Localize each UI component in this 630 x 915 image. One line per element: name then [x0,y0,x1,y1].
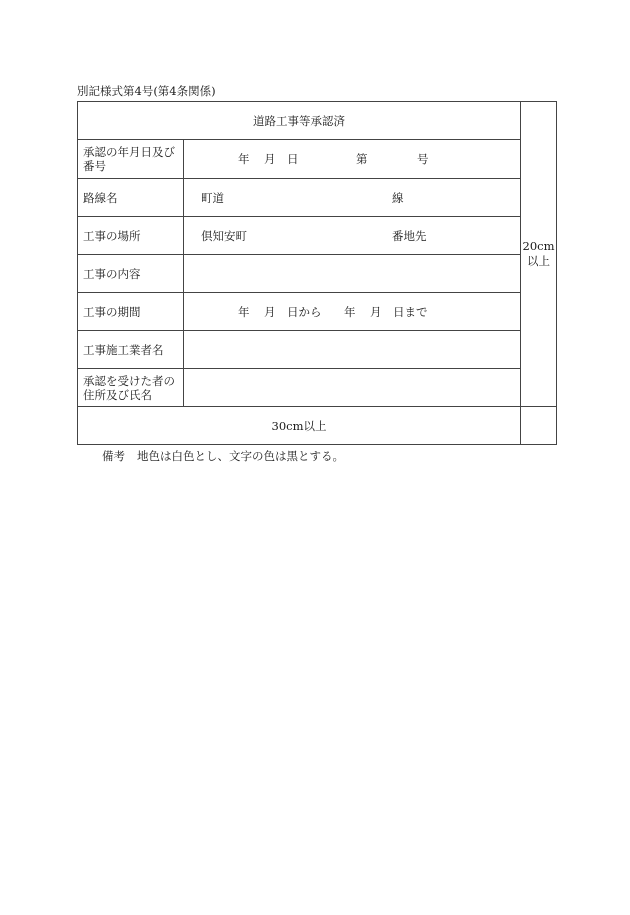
approval-date-number-value [184,140,521,179]
height-note [521,102,557,407]
work-content-label: 工事の内容 [78,255,184,293]
number-suffix: 号 [417,152,429,166]
route-name-label: 路線名 [78,179,184,217]
remark-prefix: 備考 [102,449,125,463]
height-note-suffix: 以上 [527,254,550,268]
width-note: 30cm以上 [78,407,521,445]
end-day-unit: 日まで [393,304,428,319]
work-period-label: 工事の期間 [78,293,184,331]
route-name-value [184,179,521,217]
year-unit: 年 [238,152,250,166]
table-row [78,331,557,369]
month-unit: 月 [264,152,276,166]
sign-title: 道路工事等承認済 [78,102,521,140]
table-row [78,293,557,331]
number-prefix: 第 [356,152,368,166]
corner-cell [521,407,557,445]
table-row [78,217,557,255]
line-suffix: 線 [392,190,404,205]
title-row [78,102,557,140]
approved-person-label: 承認を受けた者の 住所及び氏名 [78,369,184,407]
town-road-text: 町道 [201,190,224,205]
height-note-value: 20cm [522,239,555,253]
table-row [78,255,557,293]
day-unit: 日 [287,152,299,166]
end-month-unit: 月 [370,304,382,319]
table-row [78,140,557,179]
approved-person-value [184,369,521,407]
contractor-value [184,331,521,369]
start-month-unit: 月 [264,304,276,319]
lot-number-suffix: 番地先 [392,228,427,243]
form-number-heading: 別記様式第4号(第4条関係) [77,84,216,98]
start-year-unit: 年 [238,304,250,319]
remark [102,449,344,463]
approval-date-number-label: 承認の年月日及び 番号 [78,140,184,179]
town-name-text: 倶知安町 [201,228,247,243]
start-day-unit: 日から [287,304,322,319]
table-row [78,369,557,407]
width-note-row [78,407,557,445]
work-period-value [184,293,521,331]
work-content-value [184,255,521,293]
approval-sign-table [77,101,557,445]
table-row [78,179,557,217]
remark-text: 地色は白色とし、文字の色は黒とする。 [137,449,344,463]
work-location-label: 工事の場所 [78,217,184,255]
contractor-label: 工事施工業者名 [78,331,184,369]
end-year-unit: 年 [344,304,356,319]
work-location-value [184,217,521,255]
